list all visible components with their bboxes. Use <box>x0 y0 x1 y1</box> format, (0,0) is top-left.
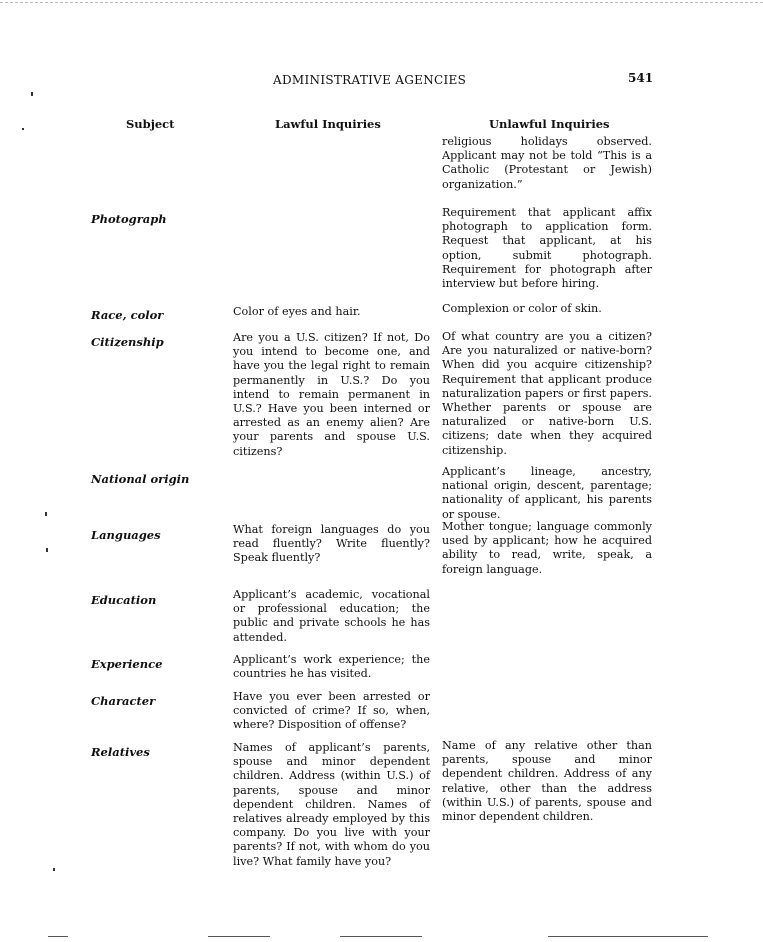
subject-photograph: Photograph <box>91 212 167 226</box>
margin-speck <box>46 548 48 552</box>
margin-speck <box>45 512 47 516</box>
subject-experience: Experience <box>91 657 163 671</box>
column-header-unlawful: Unlawful Inquiries <box>489 117 610 131</box>
subject-national-origin: National origin <box>91 472 190 486</box>
unlawful-national-origin: Applicant’s lineage, ancestry, national origin, descent, parentage; nationality of applicant, his parents or spouse. <box>442 465 652 521</box>
subject-character: Character <box>91 694 156 708</box>
lawful-character: Have you ever been arrested or convicted of crime? If so, when, where? Disposition of offense? <box>233 690 430 732</box>
continuation-unlawful-text: religious holidays observed. Applicant may not be told “This is a Catholic (Protestant or Jewish) organization.” <box>442 135 652 191</box>
bottom-scan-rule <box>48 936 68 937</box>
column-header-lawful: Lawful Inquiries <box>275 117 381 131</box>
lawful-relatives: Names of applicant’s parents, spouse and minor dependent children. Address (within U.S.) of parents, spouse and minor dependent children. Names of relatives already employed by this company. Do you live with your parents? If not, with whom do you live? What family have you? <box>233 741 430 868</box>
unlawful-photograph: Requirement that applicant affix photograph to application form. Request that applicant, at his option, submit photograph. Requirement for photograph after interview but before hiring. <box>442 206 652 291</box>
lawful-citizenship: Are you a U.S. citizen? If not, Do you intend to become one, and have you the legal right to remain permanently in U.S.? Do you intend to remain permanent in U.S.? Have you been interned or arrested as an enemy alien? Are your parents and spouse U.S. citizens? <box>233 331 430 458</box>
subject-languages: Languages <box>91 528 161 542</box>
lawful-languages: What foreign languages do you read fluently? Write fluently? Speak fluently? <box>233 523 430 565</box>
margin-speck <box>22 128 24 130</box>
subject-relatives: Relatives <box>91 745 150 759</box>
subject-citizenship: Citizenship <box>91 335 164 349</box>
margin-speck <box>31 92 33 96</box>
lawful-experience: Applicant’s work experience; the countries he has visited. <box>233 653 430 681</box>
lawful-education: Applicant’s academic, vocational or professional education; the public and private schools he has attended. <box>233 588 430 644</box>
unlawful-languages: Mother tongue; language commonly used by applicant; how he acquired ability to read, write, speak, a foreign language. <box>442 520 652 576</box>
margin-speck <box>53 868 55 871</box>
bottom-scan-rule <box>548 936 708 937</box>
subject-race-color: Race, color <box>91 308 164 322</box>
page-number: 541 <box>628 71 654 85</box>
top-edge-dashes <box>0 2 763 3</box>
column-header-subject: Subject <box>126 117 175 131</box>
unlawful-relatives: Name of any relative other than parents, spouse and minor dependent children. Address of any relative, other than the address (within U.S.) of parents, spouse and minor dependent children. <box>442 739 652 824</box>
bottom-scan-rule <box>208 936 270 937</box>
unlawful-race-color: Complexion or color of skin. <box>442 302 602 315</box>
bottom-scan-rule <box>340 936 422 937</box>
running-header-title: ADMINISTRATIVE AGENCIES <box>273 73 467 87</box>
lawful-race-color: Color of eyes and hair. <box>233 305 361 318</box>
subject-education: Education <box>91 593 157 607</box>
unlawful-citizenship: Of what country are you a citizen? Are you naturalized or native-born? When did you acquire citizenship? Requirement that applicant produce naturalization papers or first papers. Whether parents or spouse are naturalized or native-born U.S. citizens; date when they acquired citizenship. <box>442 330 652 457</box>
